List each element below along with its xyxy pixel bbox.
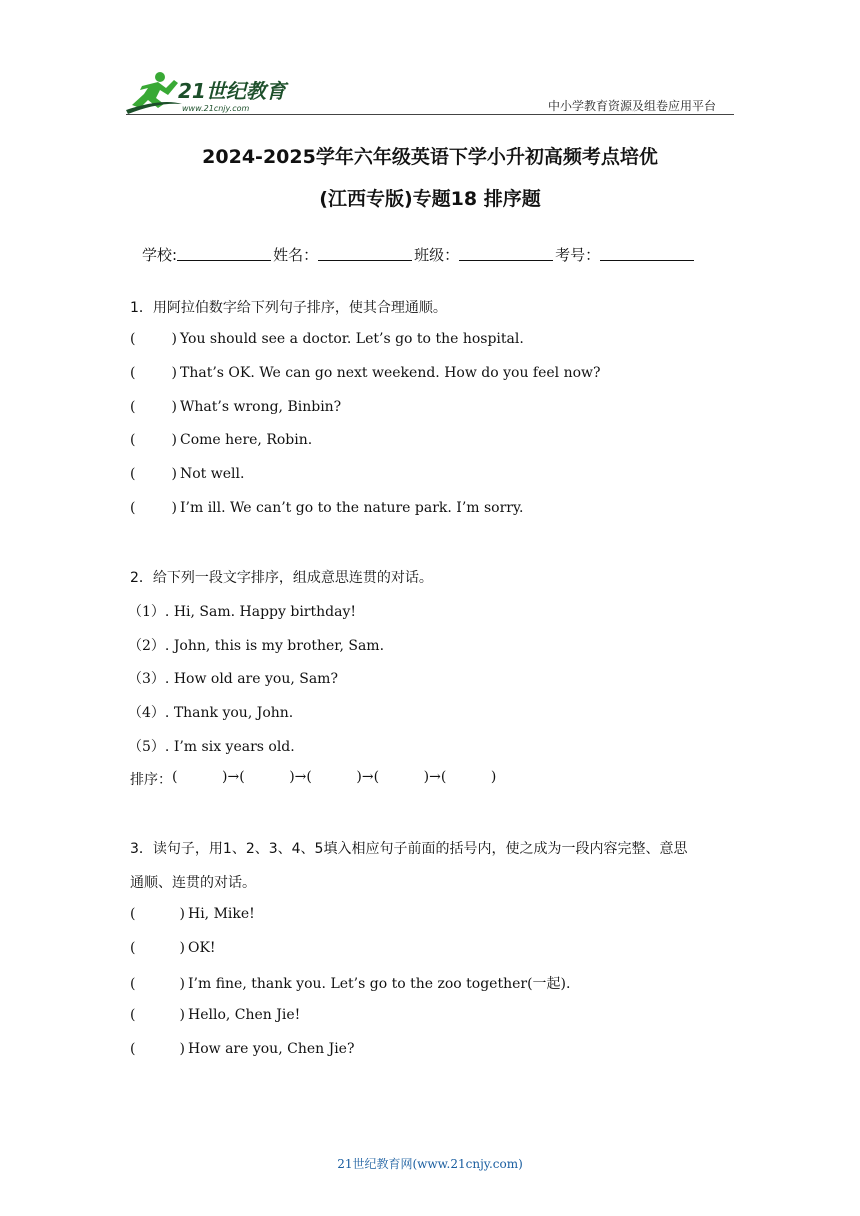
school-blank[interactable]: [177, 244, 271, 261]
q1-item: ( ) Come here, Robin.: [130, 432, 313, 448]
name-blank[interactable]: [318, 244, 412, 261]
logo-url-text: www.21cnjy.com: [182, 104, 250, 113]
q3-item: ( ) OK!: [130, 940, 216, 956]
q2-item-number: （2）: [128, 638, 165, 654]
order-label: 排序：: [130, 772, 172, 788]
q3-prompt-line2: 通顺、连贯的对话。: [130, 875, 256, 891]
q2-item-text: . I’m six years old.: [164, 739, 295, 755]
q2-prompt: 2．给下列一段文字排序，组成意思连贯的对话。: [130, 570, 433, 586]
name-label: 姓名：: [273, 246, 319, 264]
answer-bracket[interactable]: ( ): [130, 432, 177, 448]
q2-item-number: （4）: [128, 705, 165, 721]
logo-main-text: 21世纪教育: [178, 79, 286, 103]
exam-no-blank[interactable]: [600, 244, 694, 261]
answer-bracket[interactable]: ( ): [130, 1007, 185, 1023]
q2-item-text: . How old are you, Sam?: [164, 671, 338, 687]
q1-item: ( ) That’s OK. We can go next weekend. How do you feel now?: [130, 365, 601, 381]
q2-item-text: . John, this is my brother, Sam.: [164, 638, 385, 654]
q2-item: [128, 668, 338, 688]
order-blank[interactable]: (: [306, 769, 312, 785]
page-footer: 21世纪教育网(www.21cnjy.com): [337, 1157, 523, 1171]
student-info-line: [142, 244, 696, 265]
answer-bracket[interactable]: ( ): [130, 906, 185, 922]
q2-item-number: （1）: [128, 604, 165, 620]
platform-name: 中小学教育资源及组卷应用平台: [548, 99, 717, 113]
q2-item: [128, 736, 295, 756]
answer-bracket[interactable]: ( ): [130, 331, 177, 347]
logo-graphic: [122, 68, 292, 116]
q2-order-line: 排序： ( ) → ( ) → ( ) → ( ) → ( ): [130, 769, 497, 788]
page-title-line2: (江西专版)专题18 排序题: [319, 188, 541, 210]
q3-item: ( ) Hi, Mike!: [130, 906, 255, 922]
exam-no-label: 考号：: [555, 246, 601, 264]
logo: [122, 68, 292, 116]
q1-item: ( ) Not well.: [130, 466, 245, 482]
q3-item: ( ) Hello, Chen Jie!: [130, 1007, 301, 1023]
q2-item: [128, 635, 384, 655]
arrow-icon: →: [361, 769, 374, 785]
q1-item: ( ) You should see a doctor. Let’s go to the hospital.: [130, 331, 524, 347]
order-blank[interactable]: (: [239, 769, 245, 785]
header-divider: [126, 114, 734, 115]
answer-bracket[interactable]: ( ): [130, 365, 177, 381]
q3-item: ( ) I’m fine, thank you. Let’s go to the zoo together(一起).: [130, 976, 571, 992]
page-title-line1: 2024-2025学年六年级英语下学小升初高频考点培优: [202, 146, 658, 168]
q1-item: ( ) I’m ill. We can’t go to the nature park. I’m sorry.: [130, 500, 524, 516]
order-blank[interactable]: (: [373, 769, 380, 785]
class-label: 班级：: [414, 246, 460, 264]
q3-prompt-line1: 3．读句子，用1、2、3、4、5填入相应句子前面的括号内，使之成为一段内容完整、意思: [130, 841, 688, 857]
answer-bracket[interactable]: ( ): [130, 976, 185, 992]
answer-bracket[interactable]: ( ): [130, 1041, 185, 1057]
arrow-icon: →: [294, 769, 307, 785]
answer-bracket[interactable]: ( ): [130, 466, 177, 482]
q1-prompt: 1．用阿拉伯数字给下列句子排序，使其合理通顺。: [130, 300, 447, 316]
q2-item-number: （5）: [128, 739, 165, 755]
q1-item: ( ) What’s wrong, Binbin?: [130, 399, 342, 415]
order-blank[interactable]: (: [172, 769, 178, 785]
class-blank[interactable]: [459, 244, 553, 261]
answer-bracket[interactable]: ( ): [130, 500, 177, 516]
answer-bracket[interactable]: ( ): [130, 940, 185, 956]
q2-item: [128, 601, 356, 621]
school-label: 学校:: [142, 246, 178, 264]
q2-item-text: . Hi, Sam. Happy birthday!: [164, 604, 356, 620]
answer-bracket[interactable]: ( ): [130, 399, 177, 415]
q2-item-text: . Thank you, John.: [164, 705, 294, 721]
q2-item-number: （3）: [128, 671, 165, 687]
q2-item: [128, 702, 293, 722]
order-blank[interactable]: (: [440, 769, 447, 785]
arrow-icon: →: [429, 769, 441, 785]
arrow-icon: →: [227, 769, 240, 785]
q3-item: ( ) How are you, Chen Jie?: [130, 1041, 355, 1057]
